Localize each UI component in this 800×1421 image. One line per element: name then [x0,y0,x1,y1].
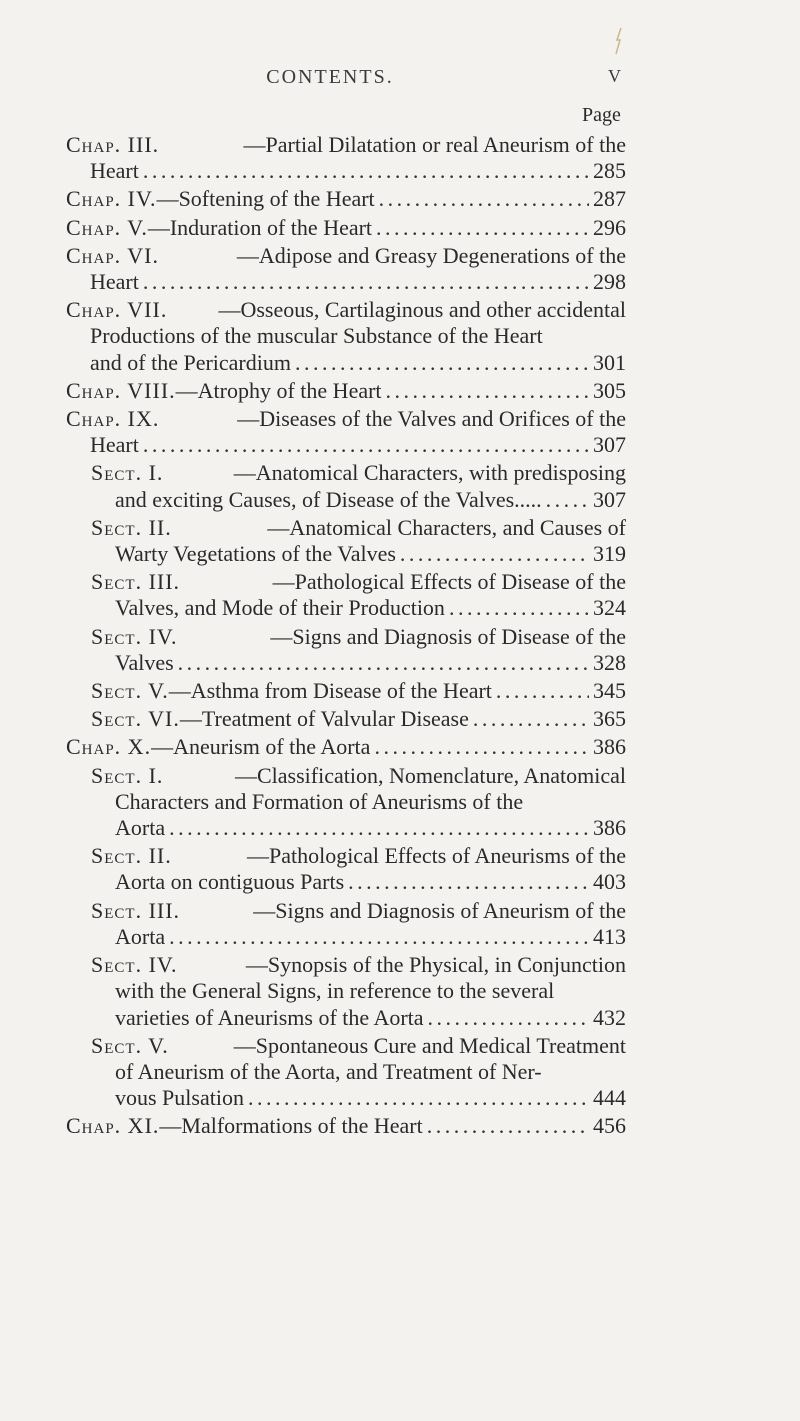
toc-entry-title: Heart [90,432,139,458]
toc-page-number: 307 [593,486,626,512]
toc-entry [66,843,626,895]
toc-entry [66,734,626,760]
toc-line [91,1059,626,1085]
toc-entry-title: Heart [90,269,139,295]
toc-line [91,515,626,541]
dot-leader [473,706,589,732]
dot-leader [143,269,589,295]
toc-entry-title: —Spontaneous Cure and Medical Treatment [233,1032,626,1058]
toc-entry-title: —Classification, Nomenclature, Anatomical [234,762,626,788]
toc-entry-label: Chap. VIII. [66,377,176,403]
dot-leader [449,595,589,621]
ink-mark-decoration [614,26,624,56]
toc-line [91,869,626,895]
dot-leader [379,186,589,212]
toc-entry-label: Sect. II. [91,514,172,540]
dot-leader [374,734,589,760]
toc-page-number: 305 [593,377,626,403]
toc-entry-label: Chap. IV. [66,186,157,212]
toc-entry-label: Chap. X. [66,734,152,760]
toc-entry-label: Sect. I. [91,460,164,486]
toc-entry-label: Chap. V. [66,214,148,240]
toc-line [91,460,626,486]
toc-page-number: 301 [593,349,626,375]
toc-entry-label: Sect. VI. [91,706,180,732]
page-column-label: Page [582,104,621,126]
toc-entry-title: vous Pulsation [115,1085,244,1111]
toc-entry-title: —Pathological Effects of Disease of the [272,569,626,595]
toc-line [91,595,626,621]
toc-page-number: 296 [593,214,626,240]
toc-entry-label: Chap. III. [66,132,160,157]
toc-line [91,624,626,650]
dot-leader [143,432,589,458]
toc-entry [66,243,626,295]
toc-entry-title: with the General Signs, in reference to the several [115,978,555,1004]
toc-entry-label: Chap. VII. [66,297,168,323]
toc-page-number: 444 [593,1085,626,1111]
toc-page-number: 287 [593,186,626,212]
running-title: CONTENTS. [266,66,394,88]
toc-line [91,541,626,567]
dot-leader [143,158,589,184]
dot-leader [496,678,589,704]
toc-line [91,815,626,841]
toc-line [91,1085,626,1111]
dot-leader [546,487,589,513]
table-of-contents [66,132,626,1142]
toc-entry-title: —Synopsis of the Physical, in Conjunction [245,952,626,978]
toc-entry-title: —Induration of the Heart [147,214,373,240]
dot-leader [376,215,589,241]
toc-line [91,706,626,732]
toc-page-number: 456 [593,1113,626,1139]
toc-entry [66,215,626,241]
toc-entry [66,515,626,567]
toc-entry-label: Chap. VI. [66,242,159,268]
toc-line [66,1113,626,1139]
toc-line [66,132,626,158]
dot-leader [427,1113,589,1139]
toc-entry-label: Sect. V. [91,678,169,704]
dot-leader [169,815,589,841]
toc-line [91,678,626,704]
toc-page-number: 413 [593,923,626,949]
toc-line [66,215,626,241]
toc-line [91,487,626,513]
toc-line [91,898,626,924]
page-number: V [608,66,621,86]
toc-entry [66,898,626,950]
toc-entry-title: —Anatomical Characters, and Causes of [267,514,626,540]
toc-entry-title: —Partial Dilatation or real Aneurism of the [243,132,626,157]
toc-page-number: 345 [593,678,626,704]
toc-entry-title: —Aneurism of the Aorta [151,734,371,760]
toc-entry [66,1033,626,1112]
toc-entry-label: Sect. III. [91,897,181,923]
toc-entry-title: varieties of Aneurisms of the Aorta [115,1004,424,1030]
toc-line [91,569,626,595]
toc-entry-title: of Aneurism of the Aorta, and Treatment of Ner- [115,1058,542,1084]
toc-entry-title: —Asthma from Disease of the Heart [168,678,492,704]
toc-page-number: 386 [593,734,626,760]
toc-entry-title: —Atrophy of the Heart [175,377,382,403]
toc-line [66,432,626,458]
toc-line [66,734,626,760]
toc-line [91,1033,626,1059]
toc-entry-label: Sect. II. [91,843,172,869]
toc-page-number: 307 [593,432,626,458]
toc-page-number: 432 [593,1004,626,1030]
toc-entry [66,460,626,512]
toc-line [91,763,626,789]
toc-entry [66,624,626,676]
toc-line [91,789,626,815]
toc-line [91,843,626,869]
dot-leader [428,1005,589,1031]
running-head [0,66,800,96]
toc-entry [66,406,626,458]
toc-entry-title: —Anatomical Characters, with predisposing [233,460,626,486]
toc-page-number: 403 [593,869,626,895]
toc-line [91,650,626,676]
toc-entry [66,569,626,621]
toc-entry [66,378,626,404]
toc-page-number: 328 [593,649,626,675]
toc-entry [66,186,626,212]
toc-entry-title: —Signs and Diagnosis of Disease of the [270,623,626,649]
toc-line [66,269,626,295]
toc-page-number: 298 [593,269,626,295]
toc-line [66,297,626,323]
toc-entry-label: Sect. IV. [91,623,178,649]
dot-leader [386,378,589,404]
toc-entry [66,763,626,842]
toc-line [66,378,626,404]
toc-entry-title: Heart [90,158,139,184]
toc-line [66,243,626,269]
toc-line [66,406,626,432]
toc-page-number: 386 [593,815,626,841]
toc-entry-title: —Adipose and Greasy Degenerations of the [236,242,626,268]
toc-entry-title: Valves [115,649,174,675]
dot-leader [295,350,589,376]
toc-line [91,978,626,1004]
toc-entry [66,132,626,184]
toc-line [66,323,626,349]
toc-entry [66,1113,626,1139]
toc-entry-label: Sect. IV. [91,952,178,978]
toc-entry-title: and exciting Causes, of Disease of the Valves..... [115,486,542,512]
toc-page-number: 365 [593,706,626,732]
toc-entry-label: Sect. V. [91,1032,169,1058]
toc-entry-title: Aorta on contiguous Parts [115,869,345,895]
toc-entry-label: Chap. IX. [66,406,160,432]
toc-entry-title: Characters and Formation of Aneurisms of the [115,788,524,814]
toc-entry-title: Warty Vegetations of the Valves [115,541,396,567]
toc-page-number: 324 [593,595,626,621]
toc-entry-label: Chap. XI. [66,1113,160,1139]
toc-entry-title: —Signs and Diagnosis of Aneurism of the [253,897,626,923]
toc-page-number: 319 [593,541,626,567]
toc-line [66,158,626,184]
dot-leader [248,1085,589,1111]
toc-entry-title: —Treatment of Valvular Disease [179,706,469,732]
toc-line [91,952,626,978]
toc-line [66,350,626,376]
dot-leader [178,650,589,676]
toc-entry-title: Aorta [115,923,166,949]
toc-entry-title: —Pathological Effects of Aneurisms of the [246,843,626,869]
toc-entry-title: Valves, and Mode of their Production [115,595,445,621]
toc-entry [66,706,626,732]
dot-leader [169,924,589,950]
toc-entry-label: Sect. I. [91,762,164,788]
toc-entry-title: —Malformations of the Heart [159,1113,423,1139]
toc-line [91,1005,626,1031]
toc-entry-title: —Softening of the Heart [156,186,375,212]
dot-leader [348,869,589,895]
toc-line [91,924,626,950]
dot-leader [400,541,589,567]
toc-entry-title: Productions of the muscular Substance of the Heart [90,323,543,349]
toc-page-number: 285 [593,158,626,184]
toc-entry [66,952,626,1031]
toc-entry-title: and of the Pericardium [90,349,291,375]
toc-entry [66,297,626,376]
toc-entry [66,678,626,704]
toc-entry-title: —Diseases of the Valves and Orifices of the [237,406,626,432]
toc-line [66,186,626,212]
toc-entry-label: Sect. III. [91,569,181,595]
toc-entry-title: Aorta [115,815,166,841]
toc-entry-title: —Osseous, Cartilaginous and other accidental [218,297,626,323]
